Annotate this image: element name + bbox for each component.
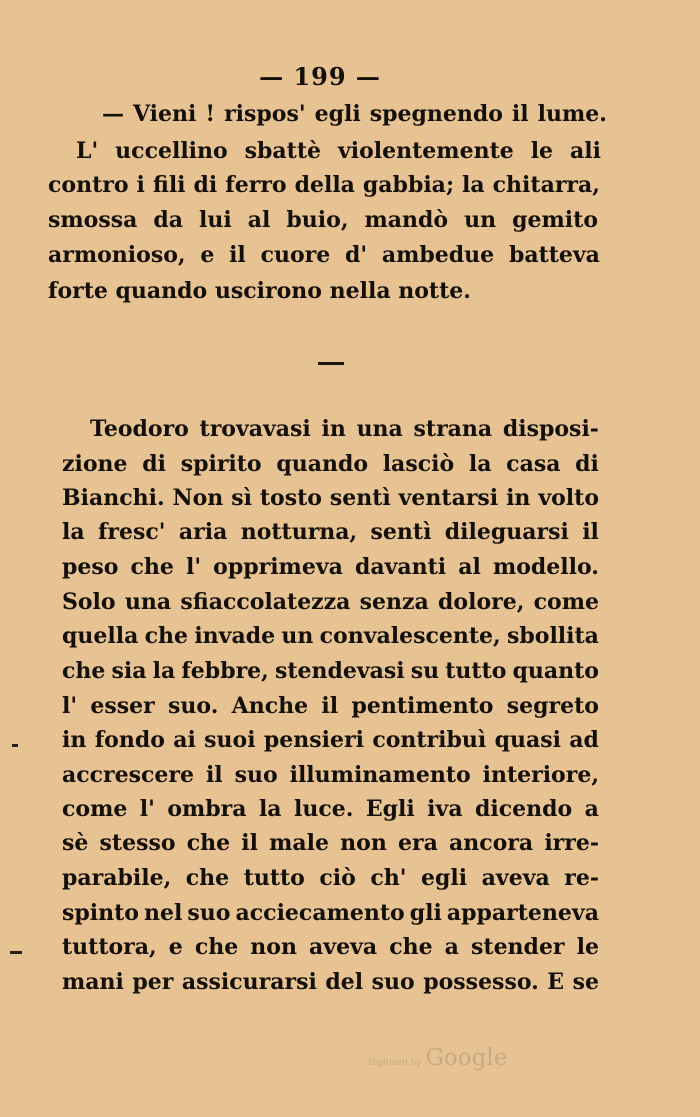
text-line: zione di spirito quando lasciò la casa di	[62, 451, 599, 477]
google-logo: Google	[425, 1045, 508, 1071]
margin-mark	[12, 744, 18, 747]
text-line: quella che invade un convalescente, sbollita	[62, 623, 599, 649]
text-line: l' esser suo. Anche il pentimento segreto	[62, 693, 599, 719]
page-number: — 199 —	[259, 62, 381, 91]
text-line: — Vieni ! rispos' egli spegnendo il lume.	[102, 101, 607, 127]
text-line: forte quando uscirono nella notte.	[48, 278, 471, 304]
text-line: parabile, che tutto ciò ch' egli aveva re-	[62, 865, 599, 891]
text-line: che sia la febbre, stendevasi su tutto quanto	[62, 658, 599, 684]
section-separator	[318, 362, 344, 365]
text-line: peso che l' opprimeva davanti al modello.	[62, 554, 599, 580]
text-line: Bianchi. Non sì tosto sentì ventarsi in volto	[62, 485, 599, 511]
text-line: sè stesso che il male non era ancora irre-	[62, 830, 599, 856]
text-line: mani per assicurarsi del suo possesso. E se	[62, 969, 599, 995]
text-line: smossa da lui al buio, mandò un gemito	[48, 207, 598, 233]
text-line: spinto nel suo acciecamento gli apparteneva	[62, 900, 599, 926]
text-line: armonioso, e il cuore d' ambedue batteva	[48, 242, 600, 268]
text-line: tuttora, e che non aveva che a stender le	[62, 934, 599, 960]
text-line: Solo una sfiaccolatezza senza dolore, come	[62, 589, 599, 615]
text-line: in fondo ai suoi pensieri contribuì quasi ad	[62, 727, 599, 753]
text-line: L' uccellino sbattè violentemente le ali	[76, 138, 601, 164]
text-line: Teodoro trovavasi in una strana disposi-	[90, 416, 599, 442]
text-line: contro i fili di ferro della gabbia; la chitarra,	[48, 172, 600, 198]
margin-mark	[10, 951, 22, 954]
text-line: accrescere il suo illuminamento interiore,	[62, 762, 599, 788]
watermark-prefix: Digitized by	[368, 1058, 422, 1068]
digitized-watermark	[368, 1045, 507, 1071]
text-line: la fresc' aria notturna, sentì dileguarsi il	[62, 519, 599, 545]
text-line: come l' ombra la luce. Egli iva dicendo a	[62, 796, 599, 822]
